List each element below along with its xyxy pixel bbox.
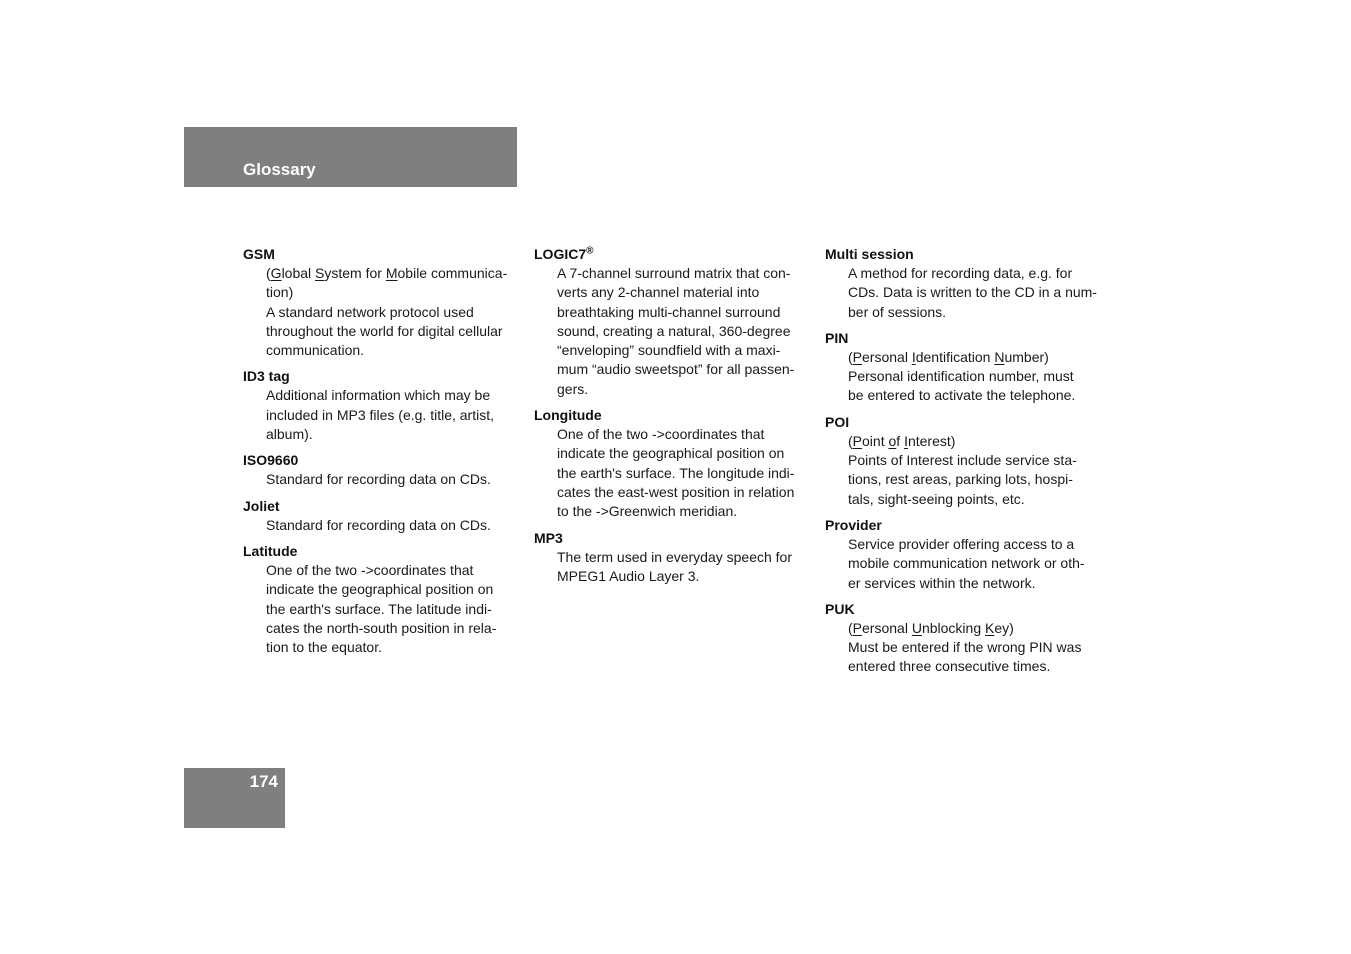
glossary-definition <box>848 432 1105 509</box>
definition-line: A standard network protocol used <box>266 303 474 320</box>
glossary-term: Joliet <box>243 497 280 514</box>
definition-line: sound, creating a natural, 360-degree <box>557 322 791 339</box>
glossary-term: MP3 <box>534 529 563 546</box>
definition-line: gers. <box>557 380 589 397</box>
definition-line: tions, rest areas, parking lots, hospi- <box>848 471 1073 488</box>
glossary-term: Longitude <box>534 407 602 424</box>
section-title: Glossary <box>243 160 316 179</box>
glossary-entry-logic7 <box>534 245 814 399</box>
glossary-term: PIN <box>825 329 849 346</box>
definition-line: A method for recording data, e.g. for <box>848 265 1073 281</box>
definition-line: indicate the geographical position on <box>557 445 785 462</box>
definition-line: the earth's surface. The longitude indi- <box>557 464 795 481</box>
definition-line: CDs. Data is written to the CD in a num- <box>848 284 1097 301</box>
glossary-term: LOGIC7® <box>534 245 594 262</box>
definition-line: breathtaking multi-channel surround <box>557 303 781 320</box>
definition-line: communication. <box>266 342 365 359</box>
glossary-term: POI <box>825 413 850 430</box>
definition-line: cates the north-south position in rela- <box>266 619 497 636</box>
glossary-entry-joliet <box>243 497 523 535</box>
glossary-entry-pin <box>825 329 1105 406</box>
glossary-definition <box>848 348 1105 406</box>
definition-line: er services within the network. <box>848 574 1036 591</box>
definition-line: throughout the world for digital cellular <box>266 322 503 339</box>
glossary-entry-gsm <box>243 245 523 360</box>
definition-line: A 7-channel surround matrix that con- <box>557 265 791 281</box>
glossary-term: GSM <box>243 246 275 262</box>
glossary-definition <box>848 535 1105 593</box>
definition-line: the earth's surface. The latitude indi- <box>266 600 492 617</box>
definition-line: Standard for recording data on CDs. <box>266 471 491 488</box>
glossary-entry-poi <box>825 413 1105 509</box>
definition-line: entered three consecutive times. <box>848 658 1051 675</box>
glossary-term: ID3 tag <box>243 368 290 385</box>
glossary-definition <box>266 561 523 657</box>
definition-line: to the ->Greenwich meridian. <box>557 503 738 520</box>
term-expansion: (Global System for Mobile communica- <box>266 265 508 281</box>
glossary-definition <box>848 264 1105 322</box>
definition-line: MPEG1 Audio Layer 3. <box>557 567 700 584</box>
glossary-term: Provider <box>825 516 882 533</box>
page-number: 174 <box>249 772 278 791</box>
definition-line: Additional information which may be <box>266 387 491 404</box>
glossary-term: ISO9660 <box>243 452 299 469</box>
glossary-entry-latitude <box>243 542 523 657</box>
definition-line: Personal identification number, must <box>848 368 1074 385</box>
glossary-entry-longitude <box>534 406 814 521</box>
section-header-bar <box>184 127 517 187</box>
glossary-entry-id3-tag <box>243 367 523 444</box>
term-expansion-line: tion) <box>266 284 294 301</box>
glossary-term: PUK <box>825 600 855 617</box>
glossary-definition <box>266 264 523 360</box>
term-expansion: (Point of Interest) <box>848 432 956 449</box>
definition-line: indicate the geographical position on <box>266 581 494 598</box>
page-number-box <box>184 768 285 828</box>
definition-line: Service provider offering access to a <box>848 535 1075 552</box>
glossary-entry-iso9660 <box>243 451 523 489</box>
glossary-entry-puk <box>825 600 1105 677</box>
definition-line: “enveloping” soundfield with a maxi- <box>557 342 781 359</box>
glossary-column-1 <box>243 245 523 664</box>
definition-line: Standard for recording data on CDs. <box>266 516 491 533</box>
definition-line: album). <box>266 426 313 443</box>
term-expansion: (Personal Unblocking Key) <box>848 619 1014 636</box>
definition-line: verts any 2-channel material into <box>557 284 760 301</box>
glossary-column-2 <box>534 245 814 593</box>
definition-line: Points of Interest include service sta- <box>848 452 1077 469</box>
glossary-definition <box>266 386 523 444</box>
definition-line: tals, sight-seeing points, etc. <box>848 490 1025 507</box>
glossary-entry-multi-session <box>825 245 1105 322</box>
glossary-term: Latitude <box>243 542 298 559</box>
glossary-definition <box>557 548 814 587</box>
definition-line: Must be entered if the wrong PIN was <box>848 639 1082 656</box>
definition-line: included in MP3 files (e.g. title, artist, <box>266 406 494 423</box>
glossary-term: Multi session <box>825 246 914 262</box>
glossary-column-3 <box>825 245 1105 684</box>
definition-line: be entered to activate the telephone. <box>848 387 1076 404</box>
definition-line: cates the east-west position in relation <box>557 483 795 500</box>
glossary-definition <box>557 425 814 521</box>
definition-line: One of the two ->coordinates that <box>557 426 765 443</box>
definition-line: mum “audio sweetspot” for all passen- <box>557 361 795 378</box>
registered-mark: ® <box>586 245 594 257</box>
definition-line: tion to the equator. <box>266 639 382 656</box>
glossary-entry-mp3 <box>534 529 814 587</box>
glossary-definition <box>266 516 523 535</box>
glossary-entry-provider <box>825 516 1105 593</box>
glossary-definition <box>266 470 523 489</box>
glossary-definition <box>557 264 814 399</box>
definition-line: ber of sessions. <box>848 303 947 320</box>
definition-line: mobile communication network or oth- <box>848 555 1085 572</box>
definition-line: The term used in everyday speech for <box>557 548 793 565</box>
term-expansion: (Personal Identification Number) <box>848 348 1049 365</box>
glossary-definition <box>848 619 1105 677</box>
definition-line: One of the two ->coordinates that <box>266 561 474 578</box>
